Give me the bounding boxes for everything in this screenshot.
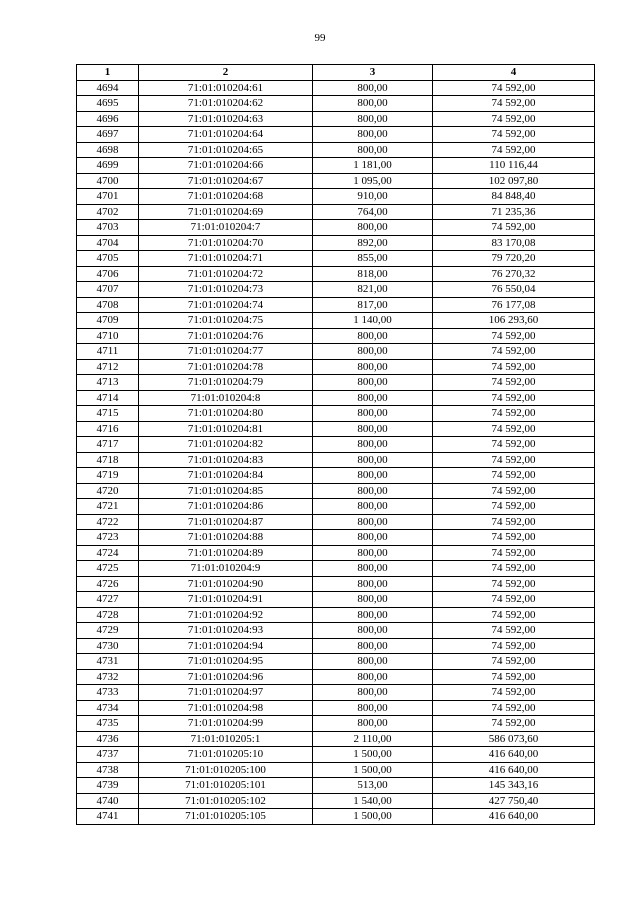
row-number-cell: 4703 [77,220,139,236]
row-number-cell: 4708 [77,297,139,313]
row-number-cell: 4694 [77,80,139,96]
column-header-4: 4 [433,65,595,81]
table-row [77,623,595,639]
area-cell: 800,00 [313,716,433,732]
area-cell: 800,00 [313,607,433,623]
page-number: 99 [314,32,326,44]
value-cell: 74 592,00 [433,561,595,577]
value-cell: 83 170,08 [433,235,595,251]
area-cell: 800,00 [313,390,433,406]
row-number-cell: 4695 [77,96,139,112]
row-number-cell: 4713 [77,375,139,391]
row-number-cell: 4737 [77,747,139,763]
value-cell: 74 592,00 [433,359,595,375]
area-cell: 855,00 [313,251,433,267]
row-number-cell: 4710 [77,328,139,344]
row-number-cell: 4720 [77,483,139,499]
table-row [77,421,595,437]
cadastral-number-cell: 71:01:010204:81 [139,421,313,437]
table-row [77,452,595,468]
cadastral-number-cell: 71:01:010204:84 [139,468,313,484]
cadastral-number-cell: 71:01:010205:100 [139,762,313,778]
value-cell: 74 592,00 [433,592,595,608]
value-cell: 416 640,00 [433,747,595,763]
cadastral-number-cell: 71:01:010204:7 [139,220,313,236]
table-row [77,437,595,453]
area-cell: 2 110,00 [313,731,433,747]
area-cell: 1 095,00 [313,173,433,189]
value-cell: 71 235,36 [433,204,595,220]
table-row [77,778,595,794]
table-row [77,375,595,391]
table-row [77,530,595,546]
table-row [77,297,595,313]
value-cell: 74 592,00 [433,96,595,112]
cadastral-number-cell: 71:01:010204:70 [139,235,313,251]
cadastral-number-cell: 71:01:010204:83 [139,452,313,468]
value-cell: 79 720,20 [433,251,595,267]
table-body [77,80,595,824]
row-number-cell: 4736 [77,731,139,747]
area-cell: 800,00 [313,576,433,592]
value-cell: 74 592,00 [433,468,595,484]
cadastral-number-cell: 71:01:010204:94 [139,638,313,654]
value-cell: 74 592,00 [433,437,595,453]
row-number-cell: 4721 [77,499,139,515]
area-cell: 800,00 [313,499,433,515]
cadastral-number-cell: 71:01:010204:89 [139,545,313,561]
area-cell: 800,00 [313,96,433,112]
cadastral-number-cell: 71:01:010204:91 [139,592,313,608]
row-number-cell: 4726 [77,576,139,592]
area-cell: 800,00 [313,685,433,701]
cadastral-number-cell: 71:01:010204:90 [139,576,313,592]
row-number-cell: 4711 [77,344,139,360]
row-number-cell: 4724 [77,545,139,561]
cadastral-number-cell: 71:01:010205:105 [139,809,313,825]
row-number-cell: 4729 [77,623,139,639]
row-number-cell: 4723 [77,530,139,546]
row-number-cell: 4727 [77,592,139,608]
table-row [77,592,595,608]
cadastral-number-cell: 71:01:010204:87 [139,514,313,530]
row-number-cell: 4732 [77,669,139,685]
table-row [77,747,595,763]
area-cell: 800,00 [313,80,433,96]
value-cell: 74 592,00 [433,499,595,515]
table-row [77,220,595,236]
table-row [77,468,595,484]
row-number-cell: 4731 [77,654,139,670]
row-number-cell: 4730 [77,638,139,654]
table-row [77,731,595,747]
column-header-1: 1 [77,65,139,81]
value-cell: 74 592,00 [433,669,595,685]
value-cell: 74 592,00 [433,716,595,732]
area-cell: 800,00 [313,483,433,499]
area-cell: 1 181,00 [313,158,433,174]
cadastral-number-cell: 71:01:010204:65 [139,142,313,158]
area-cell: 910,00 [313,189,433,205]
row-number-cell: 4712 [77,359,139,375]
table-row [77,127,595,143]
area-cell: 800,00 [313,545,433,561]
value-cell: 145 343,16 [433,778,595,794]
table-row [77,359,595,375]
area-cell: 764,00 [313,204,433,220]
table-row [77,514,595,530]
value-cell: 76 177,08 [433,297,595,313]
table-row [77,607,595,623]
table-row [77,809,595,825]
area-cell: 800,00 [313,654,433,670]
table-row [77,142,595,158]
table-row [77,344,595,360]
cadastral-number-cell: 71:01:010204:75 [139,313,313,329]
value-cell: 74 592,00 [433,111,595,127]
cadastral-number-cell: 71:01:010204:86 [139,499,313,515]
table-row [77,762,595,778]
value-cell: 74 592,00 [433,452,595,468]
value-cell: 416 640,00 [433,762,595,778]
cadastral-number-cell: 71:01:010204:99 [139,716,313,732]
area-cell: 800,00 [313,375,433,391]
area-cell: 818,00 [313,266,433,282]
table-row [77,328,595,344]
cadastral-number-cell: 71:01:010204:98 [139,700,313,716]
cadastral-number-cell: 71:01:010204:8 [139,390,313,406]
row-number-cell: 4716 [77,421,139,437]
cadastral-number-cell: 71:01:010204:66 [139,158,313,174]
area-cell: 800,00 [313,220,433,236]
row-number-cell: 4739 [77,778,139,794]
table-row [77,406,595,422]
cadastral-number-cell: 71:01:010204:69 [139,204,313,220]
table-row [77,204,595,220]
area-cell: 800,00 [313,468,433,484]
table-row [77,561,595,577]
cadastral-number-cell: 71:01:010204:76 [139,328,313,344]
area-cell: 800,00 [313,561,433,577]
row-number-cell: 4741 [77,809,139,825]
row-number-cell: 4698 [77,142,139,158]
value-cell: 74 592,00 [433,344,595,360]
value-cell: 74 592,00 [433,406,595,422]
area-cell: 1 140,00 [313,313,433,329]
area-cell: 821,00 [313,282,433,298]
value-cell: 102 097,80 [433,173,595,189]
row-number-cell: 4725 [77,561,139,577]
area-cell: 800,00 [313,669,433,685]
row-number-cell: 4700 [77,173,139,189]
row-number-cell: 4738 [77,762,139,778]
cadastral-number-cell: 71:01:010204:77 [139,344,313,360]
row-number-cell: 4717 [77,437,139,453]
table-row [77,313,595,329]
cadastral-number-cell: 71:01:010204:80 [139,406,313,422]
cadastral-number-cell: 71:01:010205:101 [139,778,313,794]
row-number-cell: 4699 [77,158,139,174]
area-cell: 800,00 [313,437,433,453]
value-cell: 74 592,00 [433,328,595,344]
row-number-cell: 4719 [77,468,139,484]
area-cell: 1 500,00 [313,809,433,825]
cadastral-number-cell: 71:01:010204:88 [139,530,313,546]
table-row [77,499,595,515]
value-cell: 74 592,00 [433,375,595,391]
area-cell: 892,00 [313,235,433,251]
cadastral-number-cell: 71:01:010204:97 [139,685,313,701]
value-cell: 416 640,00 [433,809,595,825]
value-cell: 74 592,00 [433,127,595,143]
cadastral-number-cell: 71:01:010204:72 [139,266,313,282]
value-cell: 76 270,32 [433,266,595,282]
table-row [77,685,595,701]
area-cell: 800,00 [313,514,433,530]
value-cell: 74 592,00 [433,607,595,623]
cadastral-number-cell: 71:01:010204:73 [139,282,313,298]
area-cell: 800,00 [313,127,433,143]
row-number-cell: 4740 [77,793,139,809]
area-cell: 800,00 [313,421,433,437]
table-row [77,545,595,561]
row-number-cell: 4701 [77,189,139,205]
value-cell: 74 592,00 [433,576,595,592]
value-cell: 74 592,00 [433,638,595,654]
cadastral-number-cell: 71:01:010204:79 [139,375,313,391]
area-cell: 800,00 [313,592,433,608]
table-row [77,654,595,670]
row-number-cell: 4707 [77,282,139,298]
area-cell: 800,00 [313,142,433,158]
row-number-cell: 4718 [77,452,139,468]
value-cell: 74 592,00 [433,421,595,437]
data-table [76,64,595,825]
area-cell: 800,00 [313,623,433,639]
value-cell: 74 592,00 [433,700,595,716]
row-number-cell: 4709 [77,313,139,329]
table-row [77,282,595,298]
row-number-cell: 4734 [77,700,139,716]
column-header-3: 3 [313,65,433,81]
cadastral-number-cell: 71:01:010204:71 [139,251,313,267]
row-number-cell: 4733 [77,685,139,701]
value-cell: 74 592,00 [433,142,595,158]
row-number-cell: 4704 [77,235,139,251]
value-cell: 74 592,00 [433,514,595,530]
table-row [77,158,595,174]
table-row [77,189,595,205]
value-cell: 74 592,00 [433,530,595,546]
row-number-cell: 4697 [77,127,139,143]
table-row [77,700,595,716]
area-cell: 800,00 [313,452,433,468]
value-cell: 74 592,00 [433,390,595,406]
table-row [77,483,595,499]
value-cell: 74 592,00 [433,545,595,561]
area-cell: 800,00 [313,638,433,654]
area-cell: 800,00 [313,406,433,422]
table-row [77,251,595,267]
value-cell: 586 073,60 [433,731,595,747]
value-cell: 74 592,00 [433,80,595,96]
value-cell: 110 116,44 [433,158,595,174]
value-cell: 74 592,00 [433,685,595,701]
area-cell: 800,00 [313,359,433,375]
cadastral-number-cell: 71:01:010204:67 [139,173,313,189]
row-number-cell: 4715 [77,406,139,422]
table-row [77,576,595,592]
row-number-cell: 4696 [77,111,139,127]
table-row [77,638,595,654]
area-cell: 800,00 [313,111,433,127]
cadastral-number-cell: 71:01:010204:93 [139,623,313,639]
cadastral-number-cell: 71:01:010204:64 [139,127,313,143]
area-cell: 800,00 [313,344,433,360]
cadastral-number-cell: 71:01:010204:85 [139,483,313,499]
area-cell: 817,00 [313,297,433,313]
table-row [77,716,595,732]
table-row [77,266,595,282]
cadastral-number-cell: 71:01:010204:82 [139,437,313,453]
table-row [77,390,595,406]
value-cell: 84 848,40 [433,189,595,205]
row-number-cell: 4728 [77,607,139,623]
table-row [77,111,595,127]
cadastral-number-cell: 71:01:010204:9 [139,561,313,577]
row-number-cell: 4714 [77,390,139,406]
cadastral-number-cell: 71:01:010204:61 [139,80,313,96]
cadastral-number-cell: 71:01:010204:95 [139,654,313,670]
cadastral-number-cell: 71:01:010204:62 [139,96,313,112]
value-cell: 74 592,00 [433,623,595,639]
area-cell: 800,00 [313,328,433,344]
row-number-cell: 4706 [77,266,139,282]
row-number-cell: 4735 [77,716,139,732]
cadastral-number-cell: 71:01:010205:1 [139,731,313,747]
table-row [77,173,595,189]
cadastral-number-cell: 71:01:010204:63 [139,111,313,127]
row-number-cell: 4702 [77,204,139,220]
table-row [77,96,595,112]
cadastral-number-cell: 71:01:010204:74 [139,297,313,313]
table-header [77,65,595,81]
value-cell: 427 750,40 [433,793,595,809]
area-cell: 1 540,00 [313,793,433,809]
value-cell: 74 592,00 [433,654,595,670]
value-cell: 106 293,60 [433,313,595,329]
value-cell: 74 592,00 [433,483,595,499]
area-cell: 800,00 [313,700,433,716]
area-cell: 800,00 [313,530,433,546]
column-header-2: 2 [139,65,313,81]
cadastral-number-cell: 71:01:010205:10 [139,747,313,763]
value-cell: 74 592,00 [433,220,595,236]
header-row [77,65,595,81]
table-row [77,80,595,96]
row-number-cell: 4722 [77,514,139,530]
value-cell: 76 550,04 [433,282,595,298]
area-cell: 513,00 [313,778,433,794]
row-number-cell: 4705 [77,251,139,267]
cadastral-number-cell: 71:01:010204:92 [139,607,313,623]
cadastral-number-cell: 71:01:010204:68 [139,189,313,205]
cadastral-number-cell: 71:01:010204:96 [139,669,313,685]
cadastral-number-cell: 71:01:010204:78 [139,359,313,375]
table-row [77,793,595,809]
area-cell: 1 500,00 [313,747,433,763]
table-row [77,235,595,251]
area-cell: 1 500,00 [313,762,433,778]
table-row [77,669,595,685]
cadastral-number-cell: 71:01:010205:102 [139,793,313,809]
